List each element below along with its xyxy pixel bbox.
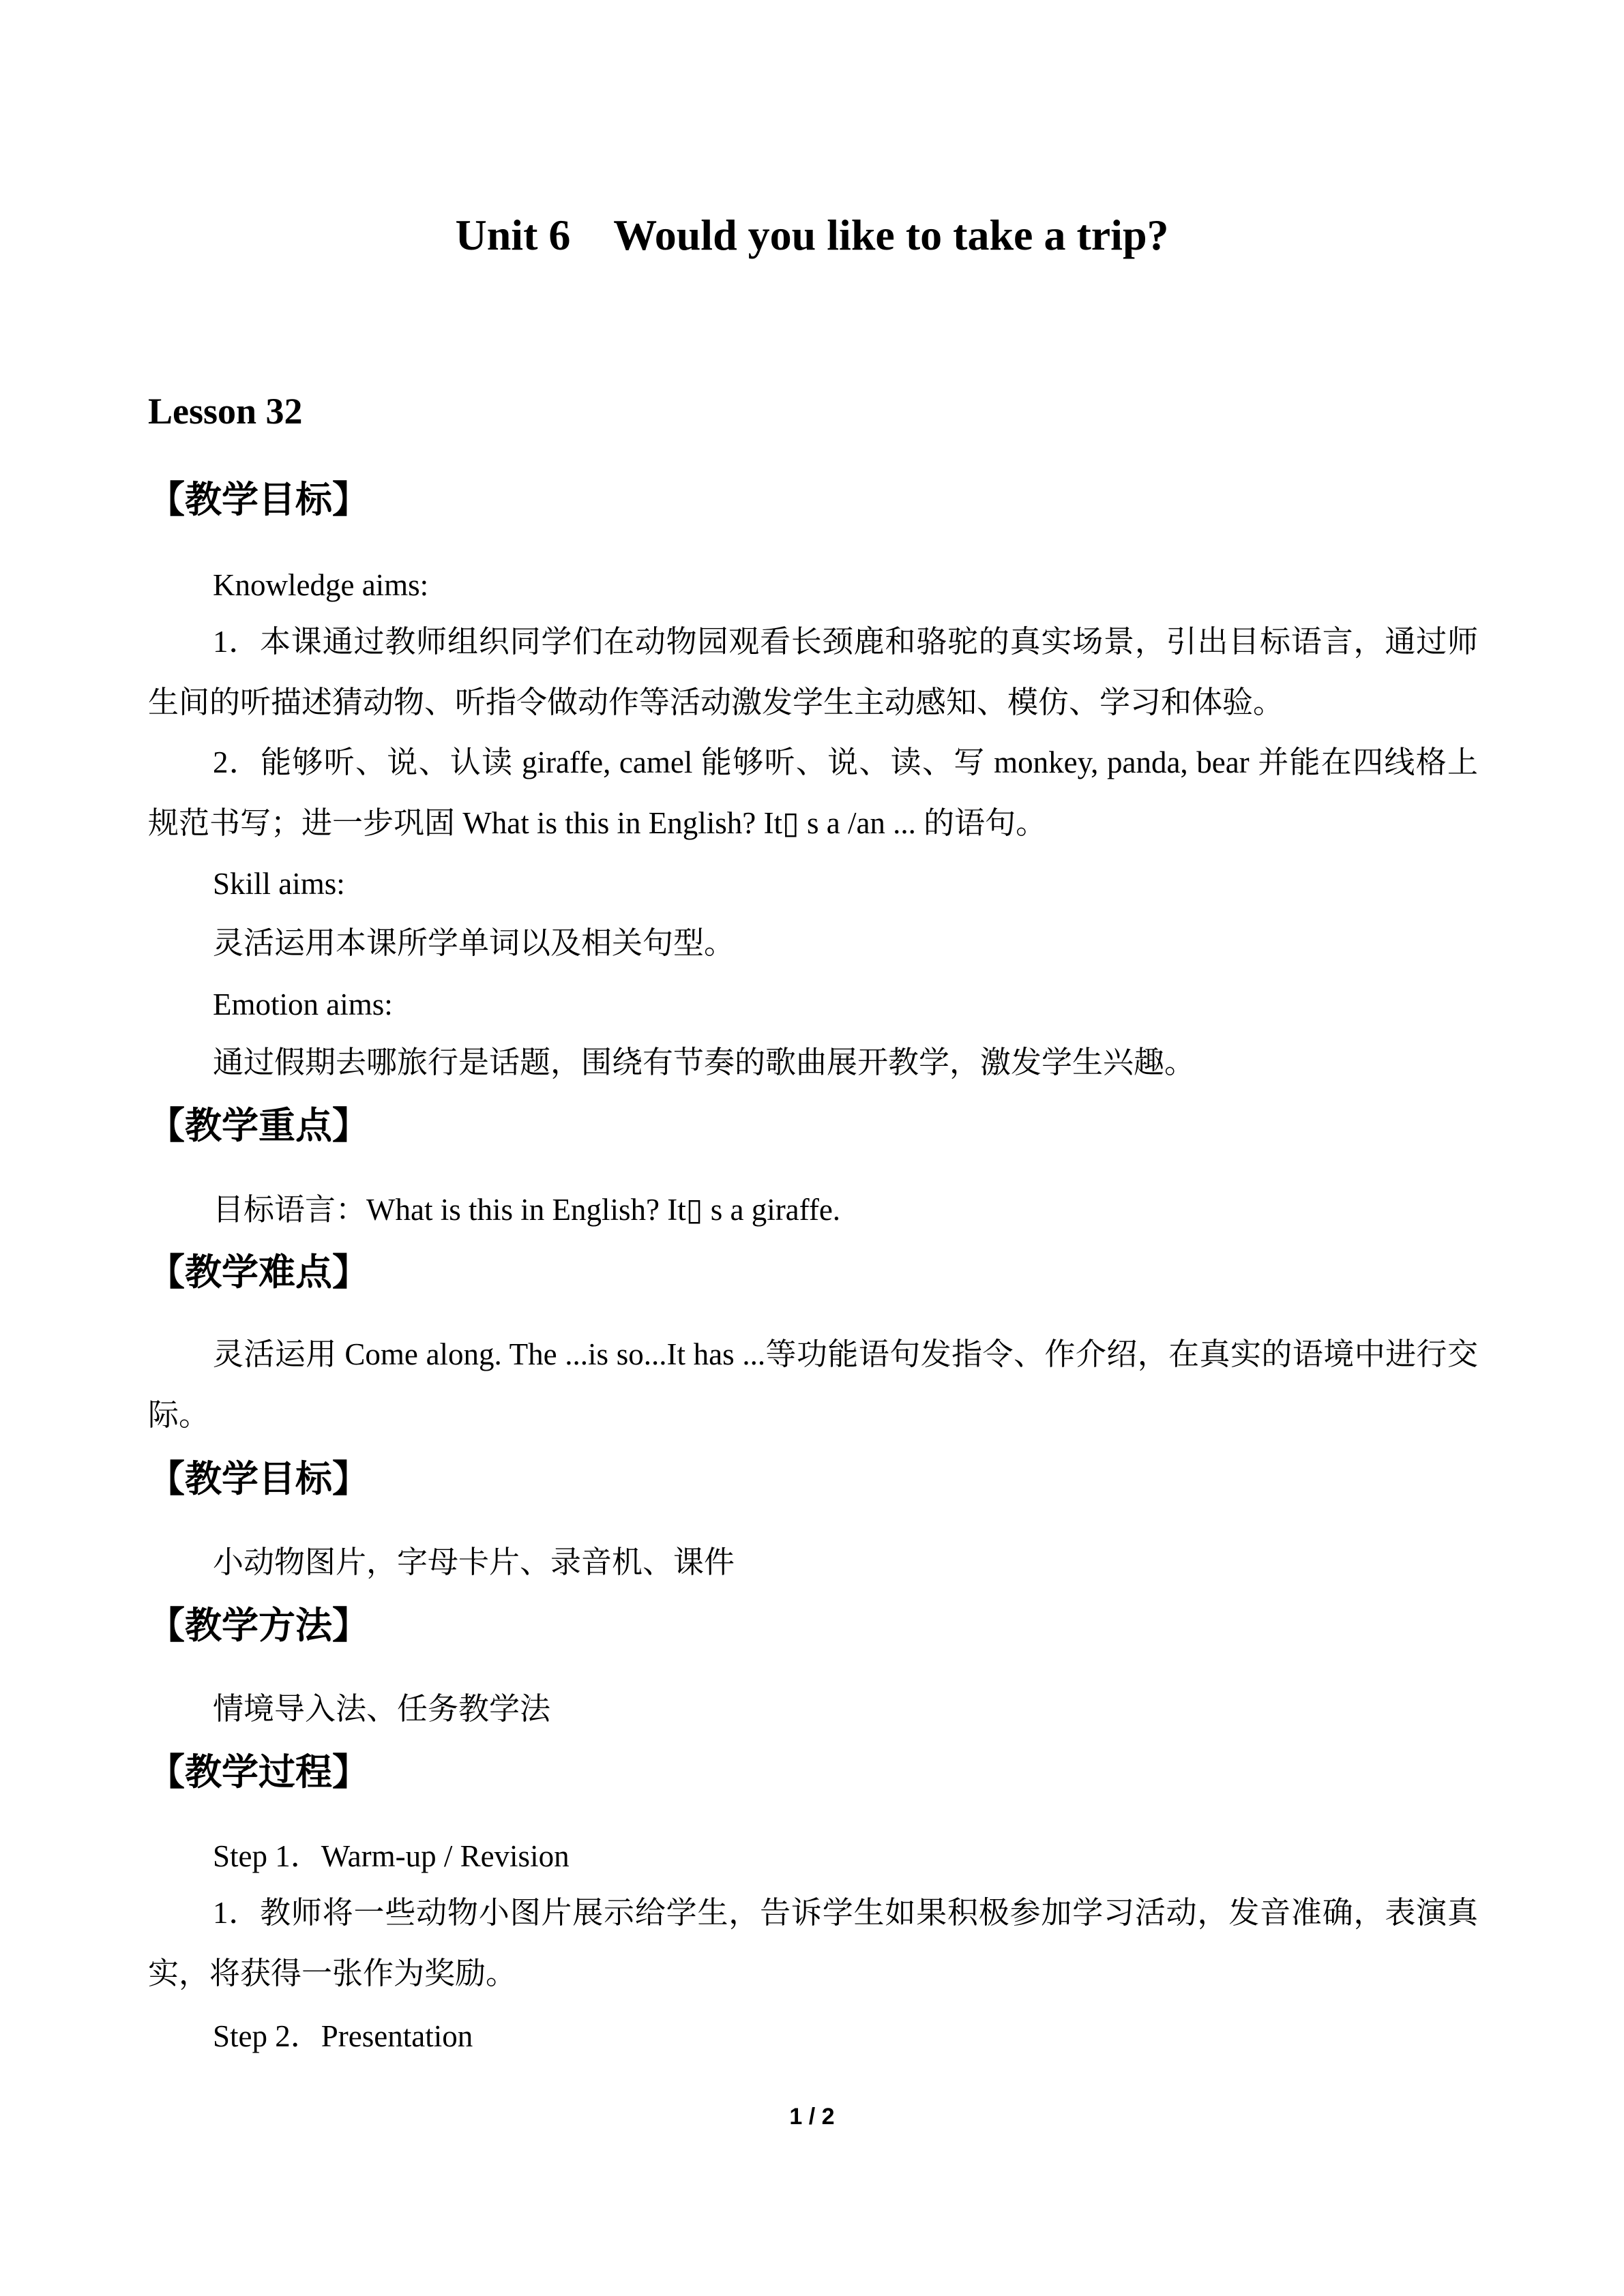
knowledge-aim-1: 1．本课通过教师组织同学们在动物园观看长颈鹿和骆驼的真实场景，引出目标语言，通过师生间的听描述猜动物、听指令做动作等活动激发学生主动感知、模仿、学习和体验。 <box>148 625 1478 719</box>
heading-difficulties: 【教学难点】 <box>148 1251 369 1294</box>
heading-process: 【教学过程】 <box>148 1750 369 1793</box>
skill-aims-text: 灵活运用本课所学单词以及相关句型。 <box>213 926 735 960</box>
heading-teaching-aims-2: 【教学目标】 <box>148 1457 369 1500</box>
heading-key-points: 【教学重点】 <box>148 1104 369 1147</box>
step-1-text: 1．教师将一些动物小图片展示给学生，告诉学生如果积极参加学习活动，发音准确，表演真实，将获得一张作为奖励。 <box>148 1896 1478 1991</box>
heading-methods: 【教学方法】 <box>148 1604 369 1647</box>
methods-text: 情境导入法、任务教学法 <box>213 1692 551 1726</box>
page-number: 1 / 2 <box>789 2104 835 2130</box>
difficulties-text: 灵活运用 Come along. The ...is so...It has ...等功能语句发指令、作介绍，在真实的语境中进行交际。 <box>148 1337 1478 1432</box>
heading-teaching-aims: 【教学目标】 <box>148 478 369 521</box>
step-1-label: Step 1．Warm-up / Revision <box>213 1839 570 1873</box>
skill-aims-label: Skill aims: <box>213 867 345 901</box>
knowledge-aims-label: Knowledge aims: <box>213 568 429 602</box>
document-title: Unit 6 Would you like to take a trip? <box>455 211 1169 259</box>
lesson-label: Lesson 32 <box>148 391 303 432</box>
key-points-text: 目标语言：What is this in English? It▯ s a giraffe. <box>213 1193 841 1227</box>
emotion-aims-label: Emotion aims: <box>213 987 393 1022</box>
emotion-aims-text: 通过假期去哪旅行是话题，围绕有节奏的歌曲展开教学，激发学生兴趣。 <box>213 1045 1196 1079</box>
materials-text: 小动物图片，字母卡片、录音机、课件 <box>213 1545 735 1579</box>
knowledge-aim-2: 2．能够听、说、认读 giraffe, camel 能够听、说、读、写 monkey, panda, bear 并能在四线格上规范书写；进一步巩固 What is this in English? It▯ s a /an ... 的语句。 <box>148 745 1478 840</box>
step-2-label: Step 2．Presentation <box>213 2019 473 2053</box>
